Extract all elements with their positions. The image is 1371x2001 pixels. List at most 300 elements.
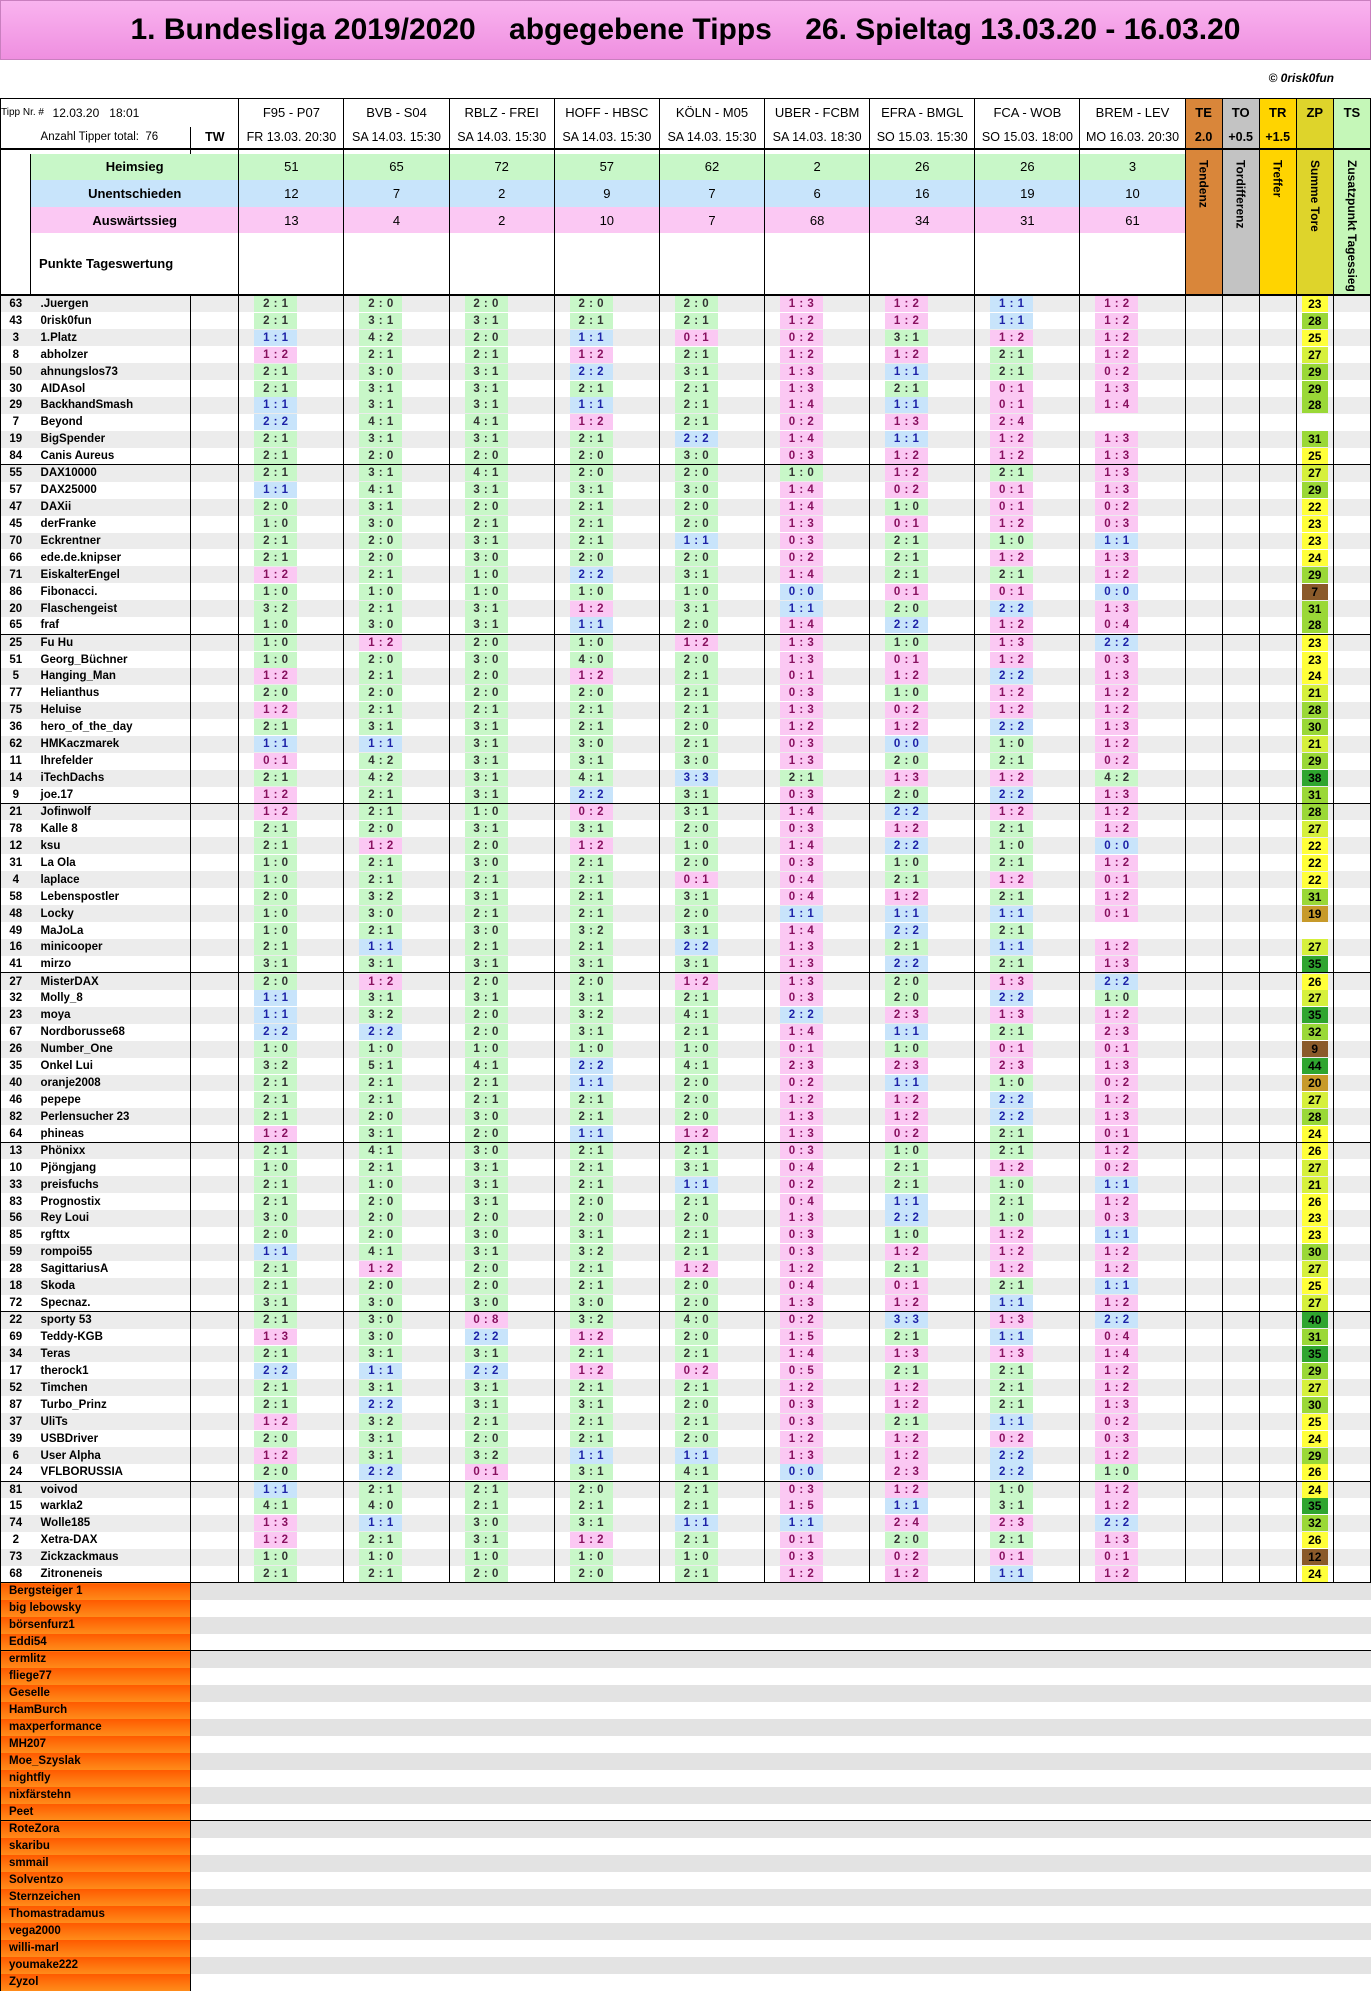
tip-value: 1 : 0 <box>254 855 297 871</box>
tip-cell <box>554 312 659 329</box>
te-cell <box>1185 770 1222 787</box>
tip-cell <box>239 499 344 516</box>
player-name: Georg_Büchner <box>40 653 128 666</box>
to-cell <box>1222 448 1259 465</box>
empty-row <box>191 1787 1371 1804</box>
te-cell <box>1185 346 1222 363</box>
match-pair <box>975 99 1080 127</box>
tip-cell <box>765 329 870 346</box>
tr-cell <box>1259 1278 1296 1295</box>
tip-value: 1 : 3 <box>780 956 823 972</box>
tip-value: 0 : 1 <box>1095 906 1138 922</box>
tip-value: 1 : 1 <box>570 1448 613 1464</box>
tip-value: 4 : 1 <box>254 1498 297 1514</box>
tip-value: 0 : 0 <box>1095 584 1138 600</box>
tip-value: 2 : 1 <box>359 1532 402 1548</box>
tip-value: 2 : 1 <box>570 855 613 871</box>
match-pair <box>554 99 659 127</box>
tip-value: 2 : 2 <box>990 990 1033 1006</box>
tw-cell <box>191 1498 239 1515</box>
tip-value: 1 : 3 <box>990 635 1033 651</box>
tip-value: 1 : 2 <box>675 635 718 651</box>
tr-header <box>1259 99 1296 127</box>
tip-cell <box>344 1396 449 1413</box>
tip-cell <box>554 1447 659 1464</box>
tw-cell <box>191 482 239 499</box>
match-pair <box>870 99 975 127</box>
tip-value: 2 : 1 <box>254 364 297 380</box>
tip-value: 1 : 1 <box>570 330 613 346</box>
tip-value: 3 : 1 <box>465 719 508 735</box>
tip-cell <box>344 482 449 499</box>
tip-cell <box>449 533 554 550</box>
tip-value: 2 : 1 <box>990 1143 1033 1159</box>
tip-cell <box>239 431 344 448</box>
tip-value: 2 : 2 <box>1095 1312 1138 1328</box>
tip-cell <box>1080 804 1185 821</box>
tip-value: 1 : 1 <box>254 1244 297 1260</box>
tip-cell <box>449 617 554 634</box>
tipp-nr-value: 84 <box>9 450 23 463</box>
ts-cell <box>1333 1142 1370 1159</box>
ts-cell <box>1333 837 1370 854</box>
summe-tore-value: 12 <box>1302 1549 1328 1565</box>
tip-value: 1 : 3 <box>990 1007 1033 1023</box>
tip-value: 1 : 2 <box>780 313 823 329</box>
empty-row <box>191 1736 1371 1753</box>
zp-cell <box>1296 1007 1333 1024</box>
tip-value: 3 : 1 <box>359 1126 402 1142</box>
tip-cell <box>870 363 975 380</box>
tip-value: 3 : 0 <box>465 1143 508 1159</box>
stat-count <box>1080 207 1185 234</box>
tip-cell <box>344 837 449 854</box>
tipp-nr-value: 46 <box>9 1093 23 1106</box>
tip-value: 2 : 1 <box>570 1498 613 1514</box>
to-vertical-label-text: Tordifferenz <box>1233 159 1248 228</box>
tip-value: 2 : 2 <box>675 939 718 955</box>
tip-value: 2 : 1 <box>570 381 613 397</box>
to-cell <box>1222 1396 1259 1413</box>
tipp-nr <box>1 973 31 990</box>
tip-value: 1 : 2 <box>570 838 613 854</box>
te-cell <box>1185 973 1222 990</box>
tip-value: 1 : 3 <box>780 364 823 380</box>
tip-value: 2 : 1 <box>990 567 1033 583</box>
tip-value: 1 : 2 <box>990 448 1033 464</box>
tip-value: 1 : 0 <box>1095 990 1138 1006</box>
tip-value: 2 : 1 <box>254 381 297 397</box>
tip-cell <box>449 922 554 939</box>
tip-value: 1 : 0 <box>570 1549 613 1565</box>
tip-value: 1 : 2 <box>254 567 297 583</box>
to-cell <box>1222 499 1259 516</box>
tip-cell <box>765 770 870 787</box>
te-cell <box>1185 1278 1222 1295</box>
non-tipper-name: Sternzeichen <box>1 1889 191 1906</box>
tip-value: 2 : 0 <box>465 635 508 651</box>
tip-cell <box>1080 1481 1185 1498</box>
zp-cell <box>1296 1430 1333 1447</box>
summe-tore-value: 31 <box>1302 787 1328 803</box>
anzahl-value: 76 <box>145 131 159 143</box>
tip-value: 0 : 2 <box>990 1431 1033 1447</box>
tw-cell <box>191 1362 239 1379</box>
tw-cell <box>191 956 239 973</box>
tip-cell <box>870 1244 975 1261</box>
tip-value: 1 : 2 <box>1095 1244 1138 1260</box>
stat-count <box>449 180 554 207</box>
tip-cell <box>870 1108 975 1125</box>
tipp-nr-value: 52 <box>9 1381 23 1394</box>
tipp-nr <box>1 990 31 1007</box>
tip-value: 1 : 2 <box>780 1431 823 1447</box>
tip-value: 0 : 1 <box>990 584 1033 600</box>
punkte-cell <box>239 233 344 295</box>
tip-value: 1 : 2 <box>570 1363 613 1379</box>
zp-value-spacer <box>1296 127 1333 149</box>
summe-tore-value: 29 <box>1302 753 1328 769</box>
player-name: voivod <box>31 1481 191 1498</box>
tip-value: 2 : 2 <box>990 719 1033 735</box>
tip-cell <box>239 329 344 346</box>
tip-cell <box>554 634 659 651</box>
tip-cell <box>659 312 764 329</box>
tip-value: 4 : 1 <box>359 1244 402 1260</box>
tipp-nr <box>1 1396 31 1413</box>
tip-value: 2 : 1 <box>359 347 402 363</box>
tip-cell <box>975 617 1080 634</box>
ts-cell <box>1333 905 1370 922</box>
tip-value: 2 : 2 <box>254 414 297 430</box>
tip-cell <box>1080 1261 1185 1278</box>
tip-value: 2 : 0 <box>675 1397 718 1413</box>
ts-cell <box>1333 820 1370 837</box>
summe-tore-value: 21 <box>1302 685 1328 701</box>
tip-value: 2 : 1 <box>570 1109 613 1125</box>
zp-cell <box>1296 295 1333 312</box>
tip-value: 0 : 1 <box>885 1278 928 1294</box>
tip-cell <box>975 1108 1080 1125</box>
summe-tore-value: 24 <box>1302 550 1328 566</box>
tipp-nr-label: Tipp Nr. # <box>1 107 44 119</box>
tip-value: 4 : 1 <box>359 1143 402 1159</box>
tip-cell <box>1080 499 1185 516</box>
tip-value: 3 : 2 <box>359 889 402 905</box>
tip-value: 1 : 1 <box>885 1024 928 1040</box>
tipp-nr <box>1 888 31 905</box>
tip-cell <box>344 1091 449 1108</box>
tip-cell <box>449 1379 554 1396</box>
te-label: TE <box>1195 105 1212 121</box>
tip-value: 2 : 2 <box>885 956 928 972</box>
tip-value: 3 : 0 <box>465 923 508 939</box>
match-time-label: MO 16.03. 20:30 <box>1085 130 1180 144</box>
tipp-nr-value: 12 <box>9 839 23 852</box>
tip-value: 2 : 1 <box>254 1380 297 1396</box>
tip-cell <box>975 1176 1080 1193</box>
tip-value: 2 : 1 <box>675 397 718 413</box>
tip-cell <box>765 516 870 533</box>
to-cell <box>1222 854 1259 871</box>
match-pair-label: HOFF - HBSC <box>565 105 649 121</box>
zp-cell <box>1296 1159 1333 1176</box>
tipp-nr <box>1 719 31 736</box>
tip-value: 0 : 3 <box>1095 1431 1138 1447</box>
zp-cell <box>1296 804 1333 821</box>
tip-value: 0 : 1 <box>675 330 718 346</box>
tip-cell <box>239 854 344 871</box>
stat-spacer <box>1 154 31 181</box>
tipp-nr <box>1 685 31 702</box>
tip-value: 0 : 2 <box>780 1075 823 1091</box>
tip-value: 1 : 0 <box>990 1482 1033 1498</box>
tip-cell <box>239 685 344 702</box>
tip-value: 0 : 2 <box>1095 499 1138 515</box>
tip-value: 1 : 0 <box>675 1549 718 1565</box>
tip-cell <box>344 1125 449 1142</box>
tip-cell <box>239 1278 344 1295</box>
tip-cell <box>344 1312 449 1329</box>
tip-cell <box>554 1430 659 1447</box>
tip-value: 2 : 1 <box>359 1160 402 1176</box>
tipp-nr <box>1 820 31 837</box>
ts-cell <box>1333 854 1370 871</box>
tip-cell <box>239 380 344 397</box>
tip-cell <box>449 1227 554 1244</box>
tip-cell <box>239 1464 344 1481</box>
tip-value: 2 : 1 <box>990 1532 1033 1548</box>
tipp-nr-value: 41 <box>9 958 23 971</box>
to-header <box>1222 99 1259 127</box>
tipp-nr-value: 35 <box>9 1060 23 1073</box>
summe-tore-value: 28 <box>1302 313 1328 329</box>
summe-tore-value: 31 <box>1302 889 1328 905</box>
tip-cell <box>659 905 764 922</box>
tip-cell <box>765 499 870 516</box>
tip-cell <box>554 837 659 854</box>
tip-cell <box>870 1075 975 1092</box>
tip-cell <box>449 1176 554 1193</box>
tip-value: 1 : 3 <box>780 1210 823 1226</box>
te-cell <box>1185 600 1222 617</box>
tip-cell <box>449 566 554 583</box>
tip-cell <box>765 1549 870 1566</box>
tip-value: 3 : 1 <box>465 787 508 803</box>
tip-cell <box>659 719 764 736</box>
tip-value: 2 : 1 <box>885 1160 928 1176</box>
tr-cell <box>1259 820 1296 837</box>
tip-value: 3 : 0 <box>254 1210 297 1226</box>
zp-cell <box>1296 837 1333 854</box>
tr-cell <box>1259 685 1296 702</box>
to-cell <box>1222 431 1259 448</box>
tipp-nr-value: 33 <box>9 1178 23 1191</box>
tip-cell <box>765 549 870 566</box>
tr-cell <box>1259 1532 1296 1549</box>
tip-cell <box>870 1312 975 1329</box>
tipp-nr <box>1 922 31 939</box>
to-cell <box>1222 482 1259 499</box>
tipp-nr <box>1 1041 31 1058</box>
tw-cell <box>191 1346 239 1363</box>
tipp-nr <box>1 482 31 499</box>
tip-value: 2 : 4 <box>885 1515 928 1531</box>
tip-cell <box>344 1244 449 1261</box>
zp-cell <box>1296 787 1333 804</box>
tip-value: 3 : 1 <box>570 1024 613 1040</box>
tip-value: 2 : 1 <box>465 1498 508 1514</box>
stat-count-value: 72 <box>494 159 509 175</box>
tip-value: 1 : 2 <box>675 1126 718 1142</box>
tip-cell <box>975 1075 1080 1092</box>
tip-value: 1 : 4 <box>780 838 823 854</box>
tip-cell <box>554 854 659 871</box>
tip-value: 1 : 2 <box>885 1482 928 1498</box>
tip-cell <box>239 583 344 600</box>
tip-value: 1 : 3 <box>1095 719 1138 735</box>
tip-cell <box>659 1227 764 1244</box>
tip-cell <box>344 753 449 770</box>
stat-count-value: 19 <box>1020 185 1035 201</box>
player-name: oranje2008 <box>31 1075 191 1092</box>
tr-cell <box>1259 651 1296 668</box>
tip-value: 1 : 3 <box>1095 381 1138 397</box>
tipp-nr-value: 50 <box>9 365 23 378</box>
tip-cell <box>975 329 1080 346</box>
tip-value: 3 : 2 <box>570 1312 613 1328</box>
summe-tore-value: 22 <box>1302 855 1328 871</box>
tip-cell <box>659 956 764 973</box>
tip-cell <box>554 1295 659 1312</box>
tip-cell <box>554 685 659 702</box>
tip-cell <box>1080 1278 1185 1295</box>
tip-cell <box>1080 1430 1185 1447</box>
zp-cell <box>1296 1498 1333 1515</box>
tip-value: 3 : 1 <box>465 381 508 397</box>
tip-cell <box>239 787 344 804</box>
tip-cell <box>1080 566 1185 583</box>
tip-cell <box>449 1498 554 1515</box>
tip-value: 0 : 2 <box>885 702 928 718</box>
tip-value: 1 : 1 <box>570 397 613 413</box>
tip-value: 1 : 2 <box>1095 347 1138 363</box>
tipp-nr <box>1 1142 31 1159</box>
tip-cell <box>1080 651 1185 668</box>
tip-cell <box>659 1024 764 1041</box>
tip-value: 2 : 2 <box>570 787 613 803</box>
tipp-nr-value: 20 <box>9 602 23 615</box>
to-cell <box>1222 397 1259 414</box>
tr-cell <box>1259 1108 1296 1125</box>
tip-cell <box>1080 990 1185 1007</box>
tip-value: 2 : 1 <box>570 1414 613 1430</box>
tip-value: 3 : 2 <box>359 1007 402 1023</box>
ts-cell <box>1333 1176 1370 1193</box>
tip-value: 3 : 1 <box>359 1431 402 1447</box>
tip-cell <box>1080 1210 1185 1227</box>
tip-cell <box>1080 685 1185 702</box>
tip-value: 1 : 0 <box>1095 1464 1138 1480</box>
tip-value: 0 : 3 <box>780 1244 823 1260</box>
tip-cell <box>239 312 344 329</box>
tip-value: 1 : 3 <box>1095 482 1138 498</box>
tip-cell <box>765 1142 870 1159</box>
tip-value: 2 : 3 <box>780 1058 823 1074</box>
empty-row <box>191 1617 1371 1634</box>
tw-cell <box>191 346 239 363</box>
zp-cell <box>1296 1041 1333 1058</box>
player-name: ahnungslos73 <box>31 363 191 380</box>
tip-cell <box>765 448 870 465</box>
tip-value: 1 : 1 <box>885 431 928 447</box>
tip-cell <box>554 583 659 600</box>
tw-cell <box>191 719 239 736</box>
tip-cell <box>765 922 870 939</box>
to-cell <box>1222 1159 1259 1176</box>
tip-cell <box>344 1413 449 1430</box>
tip-value: 1 : 3 <box>1095 448 1138 464</box>
tip-cell <box>449 346 554 363</box>
tip-cell <box>344 1430 449 1447</box>
tip-cell <box>344 1532 449 1549</box>
tip-cell <box>449 397 554 414</box>
tip-cell <box>659 448 764 465</box>
tip-cell <box>765 1024 870 1041</box>
tipp-nr-value: 71 <box>9 568 23 581</box>
summe-tore-value: 35 <box>1302 1498 1328 1514</box>
ts-cell <box>1333 1058 1370 1075</box>
to-cell <box>1222 1278 1259 1295</box>
tip-cell <box>554 431 659 448</box>
tip-cell <box>239 1413 344 1430</box>
to-cell <box>1222 634 1259 651</box>
empty-row <box>191 1753 1371 1770</box>
tip-value: 1 : 0 <box>359 1041 402 1057</box>
tip-cell <box>344 736 449 753</box>
tip-value: 3 : 2 <box>359 1414 402 1430</box>
tip-cell <box>344 1159 449 1176</box>
tip-value: 1 : 0 <box>254 1160 297 1176</box>
tip-value: 2 : 1 <box>254 719 297 735</box>
tip-cell <box>344 634 449 651</box>
tip-cell <box>870 1227 975 1244</box>
tip-value: 3 : 0 <box>359 1295 402 1311</box>
tip-cell <box>239 1481 344 1498</box>
tip-cell <box>765 1007 870 1024</box>
stat-count-value: 2 <box>813 159 821 175</box>
tip-value: 2 : 2 <box>570 364 613 380</box>
tr-cell <box>1259 1058 1296 1075</box>
ts-cell <box>1333 1379 1370 1396</box>
tw-cell <box>191 329 239 346</box>
tip-cell <box>975 1549 1080 1566</box>
te-cell <box>1185 1295 1222 1312</box>
tip-cell <box>975 1142 1080 1159</box>
tip-value: 1 : 1 <box>1095 533 1138 549</box>
tip-value: 2 : 1 <box>675 313 718 329</box>
ts-cell <box>1333 736 1370 753</box>
tip-cell <box>1080 1464 1185 1481</box>
to-cell <box>1222 871 1259 888</box>
tw-cell <box>191 753 239 770</box>
tip-cell <box>870 329 975 346</box>
tip-cell <box>239 837 344 854</box>
summe-tore-value: 23 <box>1302 516 1328 532</box>
zp-cell <box>1296 566 1333 583</box>
tip-value: 2 : 0 <box>254 889 297 905</box>
tw-cell <box>191 1515 239 1532</box>
